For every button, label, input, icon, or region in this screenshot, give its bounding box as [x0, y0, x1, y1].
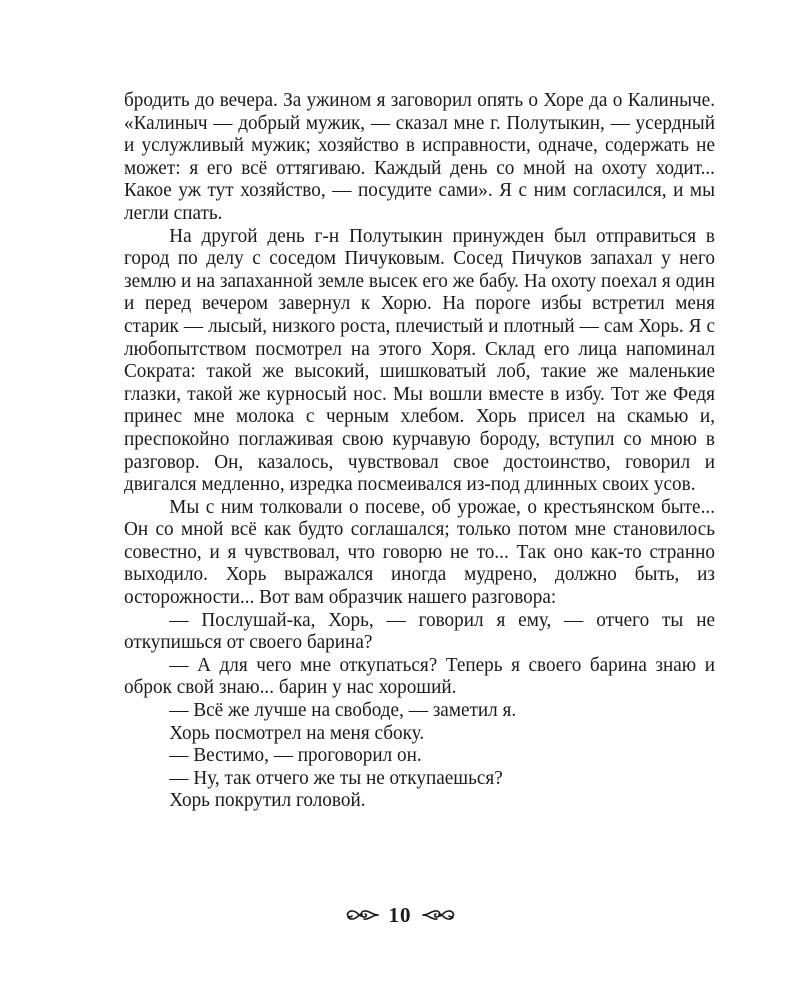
narration-line-2: Хорь покрутил головой. [169, 790, 366, 812]
page-footer [0, 900, 800, 930]
right-ornament-icon [422, 906, 456, 924]
body-text [124, 90, 715, 813]
left-ornament-icon [345, 906, 379, 924]
dialogue-line-2: — А для чего мне откупаться? Теперь я своего барина знаю и оброк свой знаю... барин у нас хороший. [124, 654, 715, 699]
paragraph-2: На другой день г-н Полутыкин принужден был отправиться в город по делу с соседом Пичуковым. Сосед Пичуков запахал у него землю и на запаханной земле высек его же бабу. На охоту поехал я один и перед вечером завернул к Хорю. На пороге избы встретил меня старик — лысый, низкого роста, плечистый и плотный — сам Хорь. Я с любопытством посмотрел на этого Хоря. Склад его лица напоминал Сократа: такой же высокий, шишковатый лоб, такие же маленькие глазки, такой же курносый нос. Мы вошли вместе в избу. Тот же Федя принес мне молока с черным хлебом. Хорь присел на скамью и, преспокойно поглаживая свою курчавую бороду, вступил со мною в разговор. Он, казалось, чувствовал свое достоинство, говорил и двигался медленно, изредка посмеивался из-под длинных своих усов. [124, 225, 715, 496]
dialogue-line-4: — Вестимо, — проговорил он. [169, 745, 422, 767]
dialogue-line-5: — Ну, так отчего же ты не откупаешься? [169, 767, 503, 789]
paragraph-3: Мы с ним толковали о посеве, об урожае, о крестьянском быте... Он со мной всё как будто соглашался; только потом мне становилось совестно, и я чувствовал, что говорю не то... Так оно как-то странно выходило. Хорь выражался иногда мудрено, должно быть, из осторожности... Вот вам образчик нашего разговора: [124, 496, 715, 609]
paragraph-1: бродить до вечера. За ужином я заговорил опять о Хоре да о Калиныче. «Калиныч — добрый мужик, — сказал мне г. Полутыкин, — усердный и услужливый мужик; хозяйство в исправности, одначе, содержать не может: я его всё оттягиваю. Каждый день со мной на охоту ходит... Какое уж тут хозяйство, — посудите сами». Я с ним согласился, и мы легли спать. [124, 90, 715, 224]
dialogue-line-3: — Всё же лучше на свободе, — заметил я. [169, 700, 517, 722]
narration-line-1: Хорь посмотрел на меня сбоку. [169, 722, 425, 744]
dialogue-line-1: — Послушай-ка, Хорь, — говорил я ему, — отчего ты не откупишься от своего барина? [124, 609, 715, 654]
page-number: 10 [388, 902, 412, 927]
